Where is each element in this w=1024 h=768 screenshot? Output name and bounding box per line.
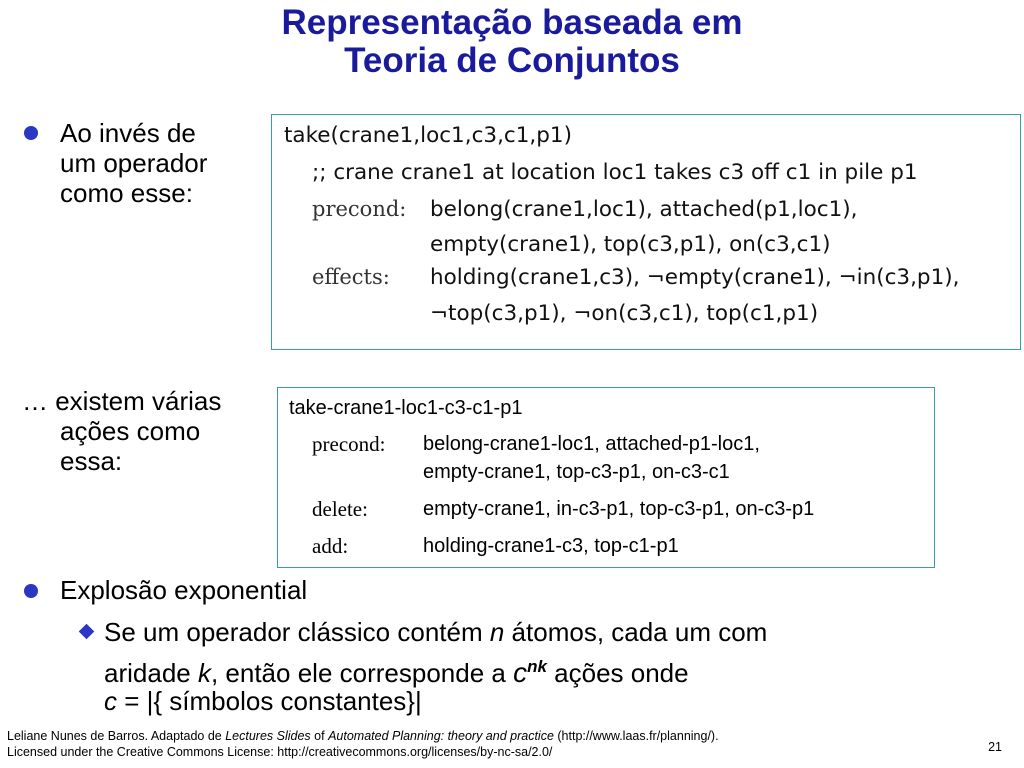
action-delete-colon: : <box>362 497 368 521</box>
title-line-1: Representação baseada em <box>281 3 743 42</box>
sub-bullet-c2: c <box>104 686 117 716</box>
action-precond-line-2: empty-crane1, top-c3-p1, on-c3-c1 <box>423 461 730 483</box>
sub-bullet-line-1 <box>104 615 767 649</box>
footer <box>7 728 719 760</box>
action-add-label-text: add <box>312 534 343 558</box>
bullet-3-text: Explosão exponential <box>60 575 308 605</box>
sub-bullet-l2d: ações onde <box>546 658 689 688</box>
bullet-dot-icon <box>24 584 38 598</box>
effects-line-1: holding(crane1,c3), ¬empty(crane1), ¬in(c3,p1), <box>430 265 960 290</box>
sub-bullet-line-3 <box>104 684 422 718</box>
action-precond-label-text: precond <box>312 432 380 456</box>
action-delete-label <box>312 497 368 522</box>
sub-bullet-l2b: , então ele corresponde a <box>210 658 514 688</box>
sub-bullet-k: k <box>197 658 211 688</box>
footer-l1e: (http://www.laas.fr/planning/). <box>553 729 719 743</box>
footer-line-2: Licensed under the Creative Commons License: http://creativecommons.org/licenses/by-nc-sa/2.0/ <box>7 745 553 759</box>
footer-l1c: of <box>310 729 329 743</box>
footer-l1b: Lectures Slides <box>225 729 311 743</box>
action-header: take-crane1-loc1-c3-c1-p1 <box>289 397 523 419</box>
slide-title <box>0 4 1024 80</box>
footer-line-1 <box>7 728 719 744</box>
sub-bullet-n: n <box>489 617 505 647</box>
sub-bullet-l2a: aridade <box>104 658 198 688</box>
bullet-1-line-2: um operador <box>60 148 208 178</box>
action-add-line: holding-crane1-c3, top-c1-p1 <box>423 535 679 557</box>
bullet-2-line-3: essa: <box>60 446 123 476</box>
action-precond-colon: : <box>379 432 386 456</box>
action-add-colon: : <box>342 534 349 558</box>
sub-bullet-l1a: Se um operador clássico contém <box>104 617 490 647</box>
footer-l1a: Leliane Nunes de Barros. Adaptado de <box>7 729 226 743</box>
precond-line-2: empty(crane1), top(c3,p1), on(c3,c1) <box>430 232 831 257</box>
bullet-2-line-1: … existem várias <box>22 386 222 416</box>
diamond-bullet-icon <box>79 624 95 640</box>
bullet-1-line-3: como esse: <box>60 178 193 208</box>
bullet-2-text <box>22 386 221 476</box>
precond-label: precond: <box>312 197 407 221</box>
bullet-2-line-2: ações como <box>60 416 201 446</box>
page-number: 21 <box>988 740 1002 754</box>
action-precond-label <box>312 432 385 457</box>
operator-comment: ;; crane crane1 at location loc1 takes c3 off c1 in pile p1 <box>312 160 918 185</box>
sub-bullet-c: c <box>513 657 528 688</box>
sub-bullet-l1b: átomos, cada um com <box>504 617 768 647</box>
bullet-1-text <box>60 118 207 208</box>
title-line-2: Teoria de Conjuntos <box>344 41 680 80</box>
action-precond-line-1: belong-crane1-loc1, attached-p1-loc1, <box>423 433 760 455</box>
sub-bullet-l3: = |{ símbolos constantes}| <box>117 686 422 716</box>
effects-line-2: ¬top(c3,p1), ¬on(c3,c1), top(c1,p1) <box>430 301 819 326</box>
precond-line-1: belong(crane1,loc1), attached(p1,loc1), <box>430 197 858 222</box>
action-delete-line: empty-crane1, in-c3-p1, top-c3-p1, on-c3-p1 <box>423 498 815 520</box>
footer-l1d: Automated Planning: theory and practice <box>328 729 554 743</box>
effects-label: effects: <box>312 265 390 289</box>
operator-box <box>271 114 1021 350</box>
action-add-label <box>312 534 348 559</box>
bullet-dot-icon <box>24 126 38 140</box>
bullet-1-line-1: Ao invés de <box>60 118 196 148</box>
sub-bullet-nk: nk <box>527 657 547 676</box>
action-box <box>277 387 935 568</box>
operator-header: take(crane1,loc1,c3,c1,p1) <box>284 123 572 148</box>
action-delete-label-text: delete <box>312 497 363 521</box>
